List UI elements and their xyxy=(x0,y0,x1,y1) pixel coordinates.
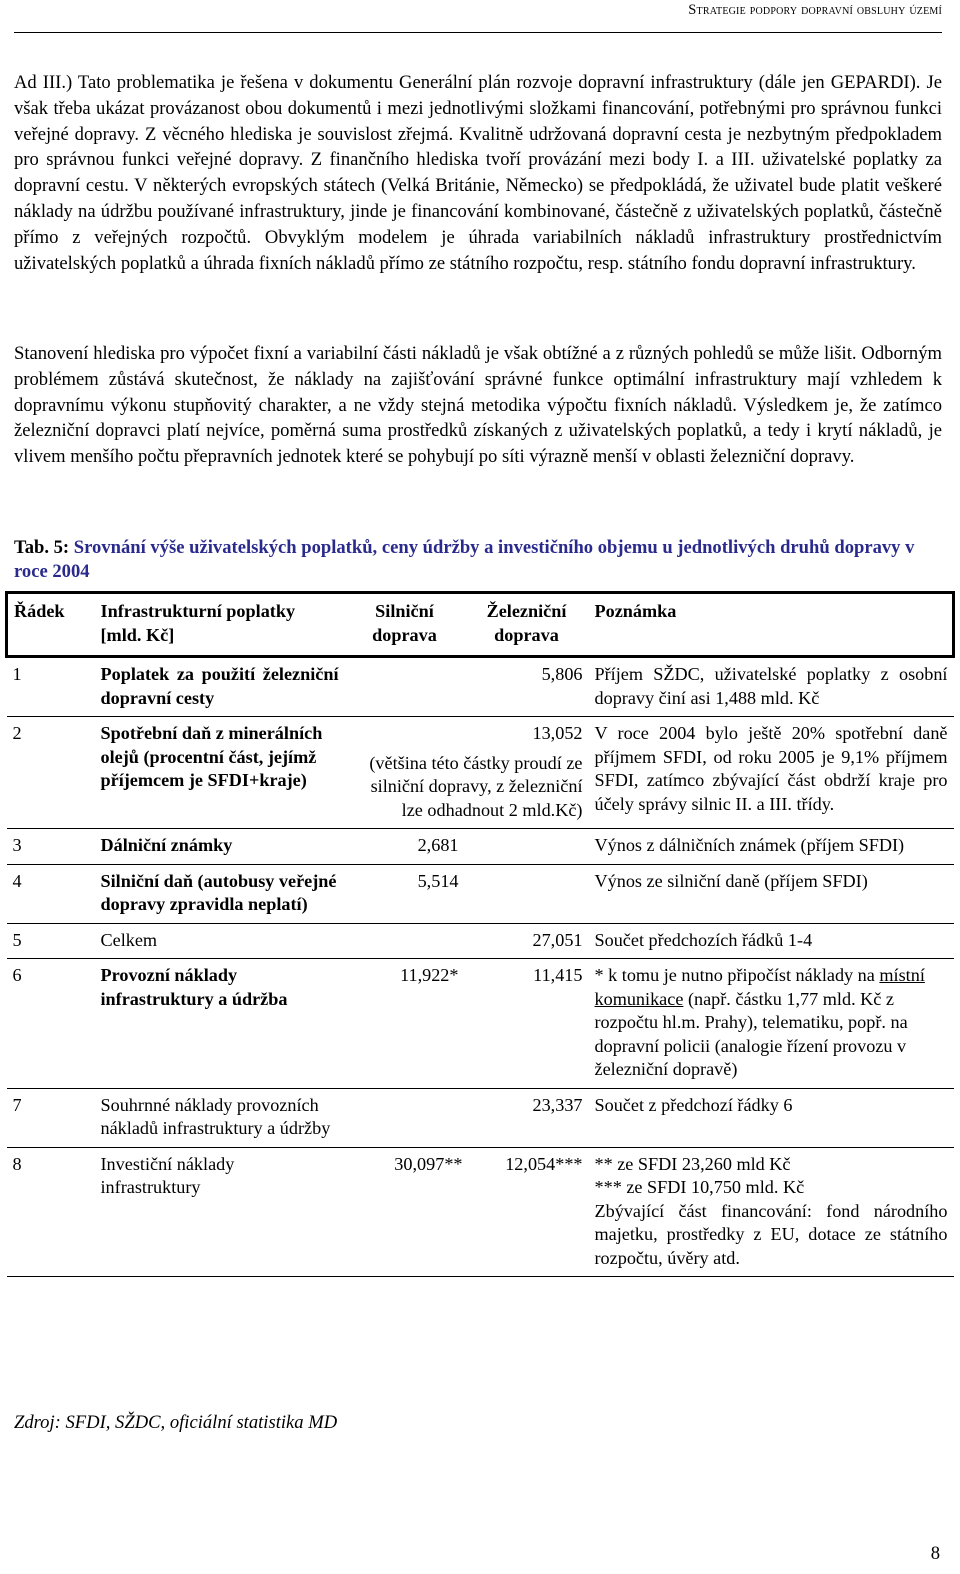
row-label: Dálniční známky xyxy=(95,829,345,865)
row-note-line: Zbývající část financování: fond národního majetku, prostředky z EU, dotace ze státního rozpočtu, úvěry atd. xyxy=(594,1200,948,1268)
header-road: Silniční doprava xyxy=(345,593,465,657)
row-note: Příjem SŽDC, uživatelské poplatky z osobní dopravy činí asi 1,488 mld. Kč xyxy=(589,657,954,717)
row-label: Poplatek za použití železniční dopravní cesty xyxy=(95,657,345,717)
road-value: 30,097** xyxy=(345,1147,465,1277)
row-number: 7 xyxy=(7,1088,95,1147)
row-note xyxy=(589,959,954,1089)
paragraph-fixed-variable-costs: Stanovení hlediska pro výpočet fixní a variabilní části nákladů je však obtížné a z různých pohledů se může lišit. Odborným problémem zůstává skutečnost, že náklady na zajišťování správné funkce optimální infrastruktury mají vzhledem k dopravnímu výkonu stupňovitý charakter, a ne vždy stejná metodika výpočtu fixních nákladů. Výsledkem je, že zatímco železniční dopravci platí nejvíce, poměrná suma prostředků získaných z uživatelských poplatků, a tedy i krytí nákladů, je vlivem menšího počtu přepravních jednotek které se pohybují po síti výrazně menší v oblasti železniční dopravy. xyxy=(14,343,942,468)
local-roads-link[interactable]: místní komunikace xyxy=(594,965,925,1009)
table-row xyxy=(7,1147,954,1277)
table-source: Zdroj: SFDI, SŽDC, oficiální statistika MD xyxy=(14,1412,338,1433)
header-rail: Železniční doprava xyxy=(465,593,589,657)
rail-value: 23,337 xyxy=(465,1088,589,1147)
table-row xyxy=(7,717,954,829)
table-caption-text: Srovnání výše uživatelských poplatků, ceny údržby a investičního objemu u jednotlivých druhů dopravy v roce 2004 xyxy=(14,537,915,582)
road-value: 2,681 xyxy=(345,829,465,865)
running-header: Strategie podpory dopravní obsluhy území xyxy=(688,2,942,18)
road-value: 11,922* xyxy=(345,959,465,1089)
row-note xyxy=(589,1147,954,1277)
row-label: Souhrnné náklady provozních nákladů infrastruktury a údržby xyxy=(95,1088,345,1147)
row-label: Provozní náklady infrastruktury a údržba xyxy=(95,959,345,1089)
table-row xyxy=(7,657,954,717)
header-note: Poznámka xyxy=(589,593,954,657)
table-row xyxy=(7,864,954,923)
row-label: Silniční daň (autobusy veřejné dopravy zpravidla neplatí) xyxy=(95,864,345,923)
fees-comparison-table xyxy=(5,591,955,1277)
row-number: 5 xyxy=(7,923,95,959)
row-number: 1 xyxy=(7,657,95,717)
row-number: 8 xyxy=(7,1147,95,1277)
row-note-text: * k tomu je nutno připočíst náklady na xyxy=(594,965,880,985)
row-note: Výnos z dálničních známek (příjem SFDI) xyxy=(589,829,954,865)
rail-value: 12,054*** xyxy=(465,1147,589,1277)
table-row xyxy=(7,923,954,959)
rail-value xyxy=(465,864,589,923)
rail-value: 5,806 xyxy=(465,657,589,717)
rail-value: 27,051 xyxy=(465,923,589,959)
page-number: 8 xyxy=(930,1543,940,1564)
road-value xyxy=(345,923,465,959)
paragraph-ad-iii: Ad III.) Tato problematika je řešena v dokumentu Generální plán rozvoje dopravní infrastruktury (dále jen GEPARDI). Je však třeba ukázat provázanost obou dokumentů i mezi jednotlivými složkami financování, potřebnými pro správnou funkci veřejné dopravy. Z věcného hlediska je souvislost zřejmá. Kvalitně udržovaná dopravní cesta je nezbytným předpokladem pro správnou funkci veřejné dopravy. Z finančního hlediska tvoří provázání mezi body I. a III. uživatelské poplatky za dopravní cestu. V některých evropských státech (Velká Británie, Německo) se předpokládá, že uživatel bude platit veškeré náklady na údržbu používané infrastruktury, jinde je financování kombinované, částečně z uživatelských poplatků, částečně přímo z veřejných rozpočtů. Obvyklým modelem je úhrada variabilních nákladů infrastruktury prostřednictvím uživatelských poplatků a úhrada fixních nákladů přímo ze státního rozpočtu, resp. státního fondu dopravní infrastruktury. xyxy=(14,72,942,274)
row-label: Celkem xyxy=(95,923,345,959)
table-row xyxy=(7,1088,954,1147)
road-value xyxy=(345,657,465,717)
row-number: 4 xyxy=(7,864,95,923)
row-note-text: (např. částku 1,77 mld. Kč z rozpočtu hl.m. Prahy), telematiku, popř. na dopravní policii (analogie řízení provozu v železniční dopravě) xyxy=(594,988,908,1079)
table-caption xyxy=(14,536,942,584)
row-note-line: ** ze SFDI 23,260 mld Kč xyxy=(594,1153,791,1174)
row-note: V roce 2004 bylo ještě 20% spotřební daně příjmem SFDI, od roku 2005 je 9,1% příjmem SFDI, zatímco zbývající část obdrží kraje pro účely správy silnic II. a III. třídy. xyxy=(589,717,954,829)
row-label: Investiční náklady infrastruktury xyxy=(95,1147,345,1277)
row-number: 3 xyxy=(7,829,95,865)
rail-value: 13,052 xyxy=(532,723,583,743)
rail-value: 11,415 xyxy=(465,959,589,1089)
header-rule xyxy=(14,32,942,33)
table-header-row xyxy=(7,593,954,657)
row-note-line: *** ze SFDI 10,750 mld. Kč xyxy=(594,1177,805,1197)
row-number: 2 xyxy=(7,717,95,829)
table-caption-number: Tab. 5: xyxy=(14,537,70,558)
row-note: Součet z předchozí řádky 6 xyxy=(589,1088,954,1147)
table-row xyxy=(7,829,954,865)
header-row-number: Řádek xyxy=(7,593,95,657)
rail-value-note: (většina této částky proudí ze silniční dopravy, z železniční lze odhadnout 2 mld.Kč) xyxy=(369,752,583,820)
row-label: Spotřební daň z minerálních olejů (procentní část, jejímž příjemcem je SFDI+kraje) xyxy=(95,717,345,829)
rail-value xyxy=(465,829,589,865)
rail-value-cell xyxy=(369,717,589,829)
road-value xyxy=(345,1088,465,1147)
header-fees: Infrastrukturní poplatky [mld. Kč] xyxy=(95,593,345,657)
row-number: 6 xyxy=(7,959,95,1089)
row-note: Výnos ze silniční daně (příjem SFDI) xyxy=(589,864,954,923)
row-note: Součet předchozích řádků 1-4 xyxy=(589,923,954,959)
road-value: 5,514 xyxy=(345,864,465,923)
table-row xyxy=(7,959,954,1089)
